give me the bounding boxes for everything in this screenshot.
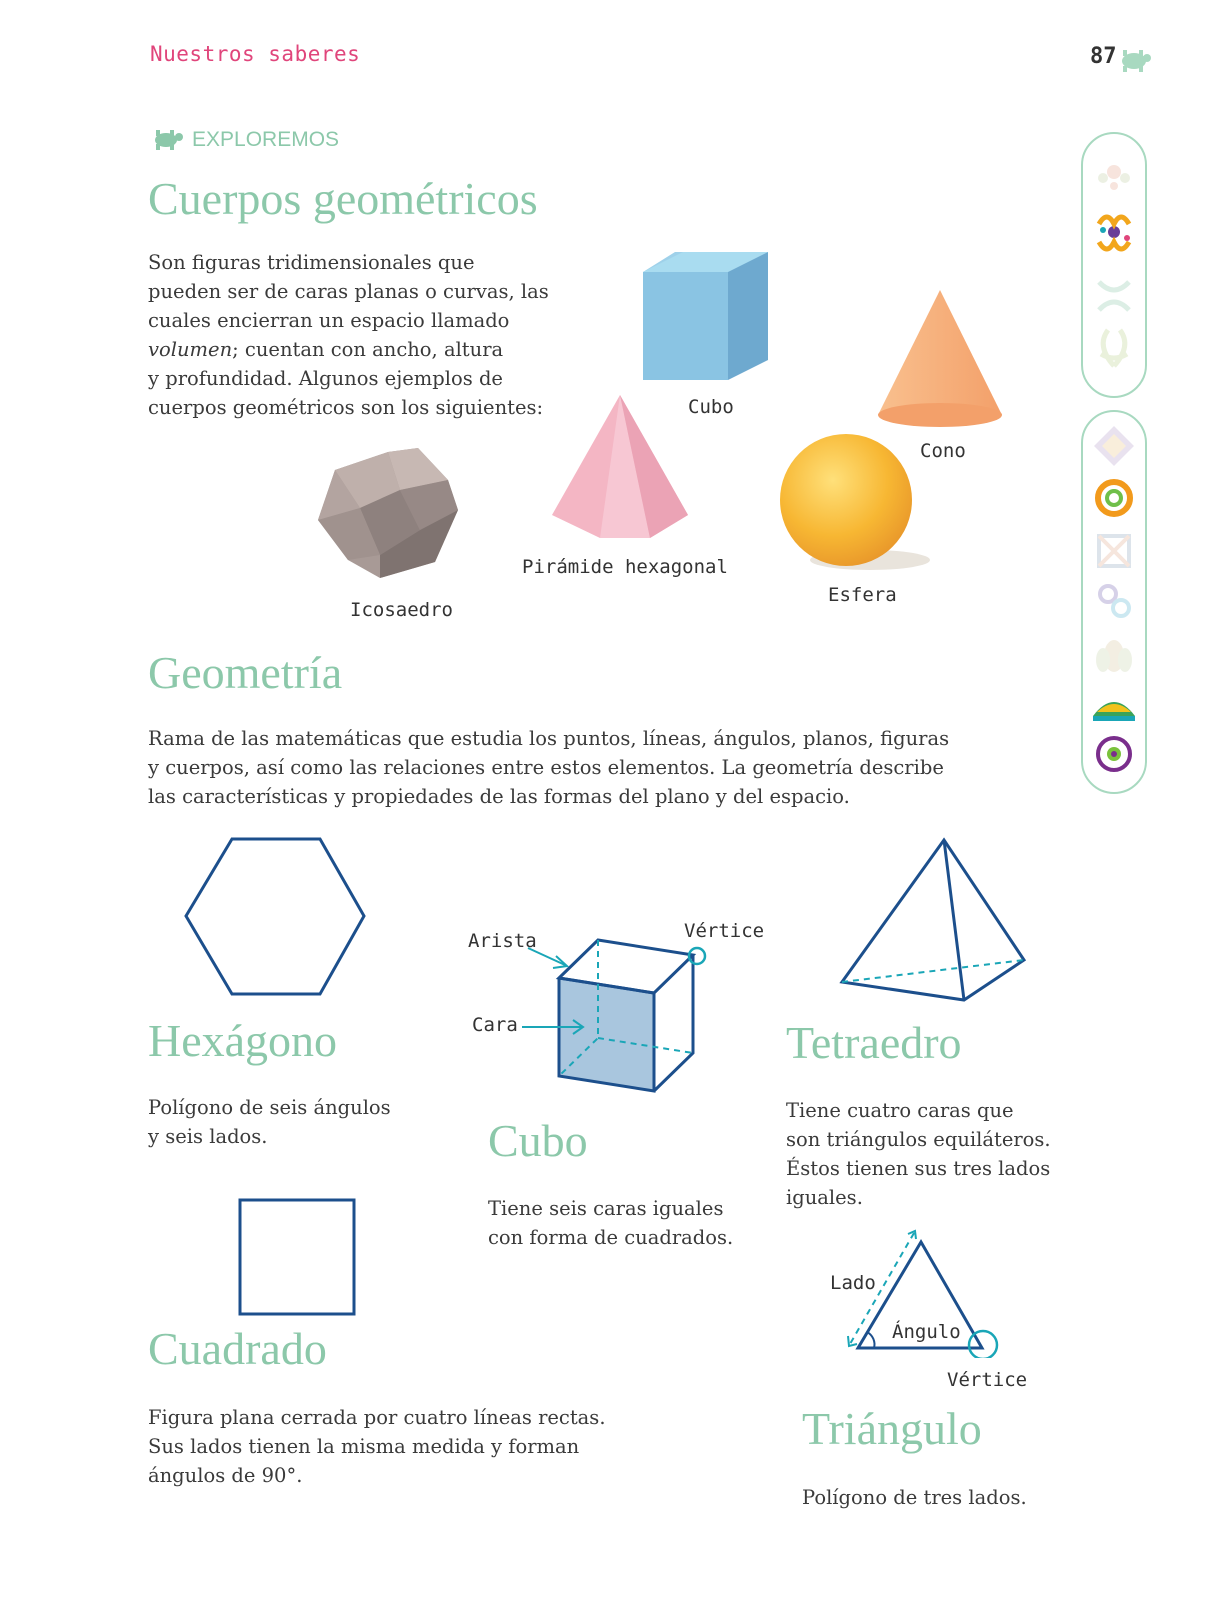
cuadrado-line: ángulos de 90°.	[148, 1464, 303, 1487]
links-icon[interactable]	[1100, 586, 1129, 616]
cuerpos-title: Cuerpos geométricos	[148, 173, 538, 224]
cubo-line: Tiene seis caras iguales	[488, 1197, 724, 1220]
cube-solid	[643, 252, 768, 380]
cubo-title: Cubo	[488, 1115, 588, 1166]
people-circle-icon[interactable]	[1099, 217, 1130, 249]
label-icosaedro: Icosaedro	[350, 599, 453, 621]
cuerpos-line: cuales encierran un espacio llamado	[148, 309, 510, 332]
tetraedro-line: iguales.	[786, 1186, 863, 1209]
tetrahedron-diagram	[836, 834, 1032, 1006]
turtle-icon	[150, 128, 186, 152]
geometria-line: y cuerpos, así como las relaciones entre estos elementos. La geometría describe	[148, 756, 944, 779]
tetraedro-paragraph	[786, 1096, 1086, 1212]
section-header: Nuestros saberes	[150, 42, 361, 66]
turtle-shell-icon[interactable]	[1093, 702, 1135, 721]
cuadrado-paragraph	[148, 1403, 708, 1490]
lotus-icon[interactable]	[1096, 640, 1132, 672]
campos-icons	[1083, 134, 1145, 396]
label-arista: Arista	[468, 930, 537, 952]
ejes-nav	[1081, 410, 1147, 794]
hexagono-line: Polígono de seis ángulos	[148, 1096, 391, 1119]
square-diagram	[236, 1196, 360, 1318]
sphere-solid	[780, 434, 930, 570]
cuadrado-line: Sus lados tienen la misma medida y forman	[148, 1435, 580, 1458]
label-vertice-triangulo: Vértice	[947, 1369, 1028, 1391]
label-piramide: Pirámide hexagonal	[522, 556, 728, 578]
geometria-title: Geometría	[148, 647, 343, 698]
nature-icon[interactable]	[1101, 330, 1127, 366]
star-icon[interactable]	[1099, 536, 1129, 566]
triangulo-line: Polígono de tres lados.	[802, 1486, 1027, 1509]
icosahedron-solid	[318, 448, 458, 578]
label-vertice-cubo: Vértice	[684, 920, 765, 942]
tetraedro-line: son triángulos equiláteros.	[786, 1128, 1051, 1151]
label-cara: Cara	[472, 1014, 518, 1036]
pyramid-solid	[552, 395, 688, 538]
label-esfera: Esfera	[828, 584, 897, 606]
triangulo-paragraph	[802, 1483, 1102, 1512]
geometria-paragraph	[148, 724, 1018, 811]
cuadrado-title: Cuadrado	[148, 1323, 327, 1374]
cuerpos-line: pueden ser de caras planas o curvas, las	[148, 280, 549, 303]
turtle-icon	[1114, 46, 1154, 74]
geometria-line: las características y propiedades de las formas del plano y del espacio.	[148, 785, 850, 808]
tetraedro-title: Tetraedro	[786, 1017, 962, 1068]
cuerpos-line: Son figuras tridimensionales que	[148, 251, 475, 274]
label-cubo: Cubo	[688, 396, 734, 418]
label-angulo: Ángulo	[892, 1321, 961, 1343]
community-icon[interactable]	[1099, 282, 1129, 310]
explore-text: EXPLOREMOS	[192, 128, 340, 151]
cuadrado-line: Figura plana cerrada por cuatro líneas rectas.	[148, 1406, 606, 1429]
page-number: 87	[1090, 44, 1117, 69]
hexagono-line: y seis lados.	[148, 1125, 268, 1148]
geometria-line: Rama de las matemáticas que estudia los puntos, líneas, ángulos, planos, figuras	[148, 727, 950, 750]
cubo-paragraph	[488, 1194, 778, 1252]
swirl-icon[interactable]	[1098, 738, 1130, 770]
hexagon-diagram	[180, 834, 372, 1002]
flower-icon[interactable]	[1098, 165, 1130, 190]
cubo-line: con forma de cuadrados.	[488, 1226, 734, 1249]
label-cono: Cono	[920, 440, 966, 462]
cone-solid	[878, 290, 1002, 427]
cuerpos-line: cuerpos geométricos son los siguientes:	[148, 396, 544, 419]
tetraedro-line: Tiene cuatro caras que	[786, 1099, 1014, 1122]
triangulo-title: Triángulo	[802, 1403, 982, 1454]
campos-nav	[1081, 132, 1147, 398]
label-lado: Lado	[830, 1272, 876, 1294]
hexagono-paragraph	[148, 1093, 468, 1151]
tetraedro-line: Éstos tienen sus tres lados	[786, 1157, 1051, 1180]
diamond-icon[interactable]	[1094, 426, 1134, 466]
volumen-term: volumen	[148, 338, 233, 361]
hexagono-title: Hexágono	[148, 1015, 338, 1066]
ring-icon[interactable]	[1098, 482, 1130, 514]
cuerpos-line-rest: ; cuentan con ancho, altura	[232, 338, 504, 361]
cuerpos-line: y profundidad. Algunos ejemplos de	[148, 367, 503, 390]
ejes-icons	[1083, 412, 1145, 792]
explore-label	[150, 128, 339, 152]
